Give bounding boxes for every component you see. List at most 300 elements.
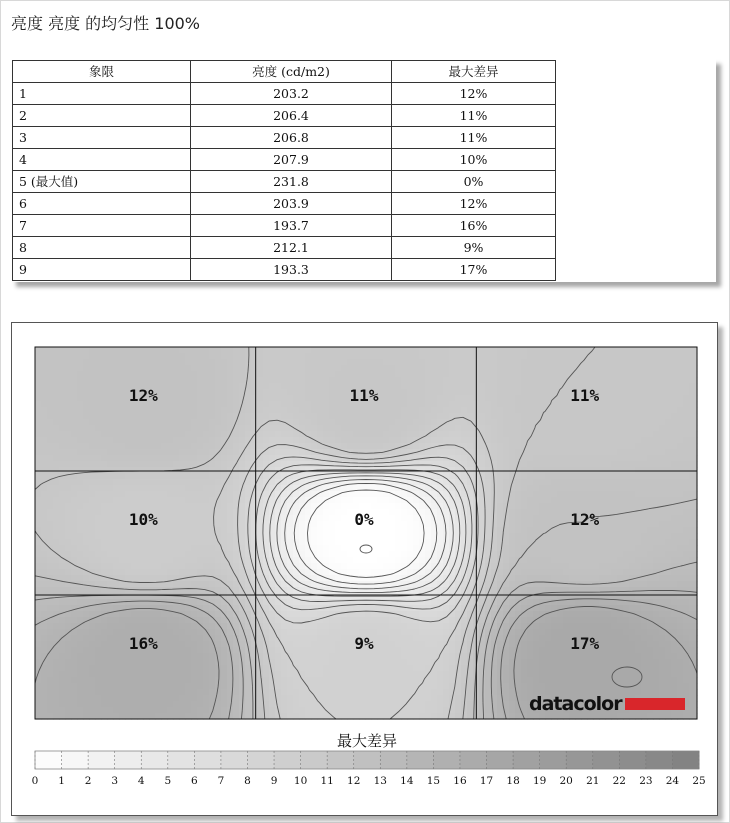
shade-pixel	[161, 401, 168, 408]
shade-pixel	[323, 527, 330, 534]
shade-pixel	[677, 353, 684, 360]
shade-pixel	[527, 575, 534, 582]
shade-pixel	[233, 599, 240, 606]
shade-pixel	[491, 395, 498, 402]
shade-pixel	[341, 437, 348, 444]
shade-pixel	[329, 467, 336, 474]
shade-pixel	[485, 479, 492, 486]
shade-pixel	[287, 359, 294, 366]
shade-pixel	[461, 593, 468, 600]
shade-pixel	[191, 437, 198, 444]
shade-pixel	[173, 509, 180, 516]
shade-pixel	[647, 455, 654, 462]
shade-pixel	[239, 437, 246, 444]
shade-pixel	[221, 389, 228, 396]
shade-pixel	[479, 365, 486, 372]
shade-pixel	[497, 503, 504, 510]
shade-pixel	[665, 479, 672, 486]
shade-pixel	[41, 455, 48, 462]
shade-pixel	[53, 503, 60, 510]
shade-pixel	[317, 515, 324, 522]
shade-pixel	[173, 371, 180, 378]
shade-pixel	[689, 401, 696, 408]
shade-pixel	[461, 383, 468, 390]
shade-pixel	[59, 599, 66, 606]
shade-pixel	[137, 371, 144, 378]
shade-pixel	[641, 455, 648, 462]
shade-pixel	[209, 365, 216, 372]
shade-pixel	[83, 599, 90, 606]
shade-pixel	[635, 383, 642, 390]
shade-pixel	[329, 425, 336, 432]
shade-pixel	[287, 521, 294, 528]
shade-pixel	[527, 359, 534, 366]
shade-pixel	[41, 371, 48, 378]
shade-pixel	[209, 515, 216, 522]
shade-pixel	[143, 569, 150, 576]
shade-pixel	[389, 575, 396, 582]
shade-pixel	[239, 365, 246, 372]
shade-pixel	[347, 539, 354, 546]
shade-pixel	[491, 353, 498, 360]
shade-pixel	[341, 359, 348, 366]
shade-pixel	[131, 557, 138, 564]
shade-pixel	[629, 473, 636, 480]
shade-pixel	[335, 467, 342, 474]
shade-pixel	[677, 455, 684, 462]
shade-pixel	[257, 557, 264, 564]
shade-pixel	[113, 407, 120, 414]
shade-pixel	[479, 449, 486, 456]
shade-pixel	[251, 365, 258, 372]
shade-pixel	[629, 425, 636, 432]
shade-pixel	[653, 461, 660, 468]
shade-pixel	[659, 593, 666, 600]
shade-pixel	[677, 551, 684, 558]
shade-pixel	[305, 407, 312, 414]
shade-pixel	[677, 377, 684, 384]
shade-pixel	[383, 485, 390, 492]
shade-pixel	[623, 569, 630, 576]
shade-pixel	[611, 371, 618, 378]
shade-pixel	[581, 599, 588, 606]
shade-pixel	[173, 587, 180, 594]
shade-pixel	[503, 539, 510, 546]
shade-pixel	[341, 371, 348, 378]
shade-pixel	[77, 557, 84, 564]
shade-pixel	[449, 419, 456, 426]
shade-pixel	[647, 401, 654, 408]
shade-pixel	[353, 563, 360, 570]
shade-pixel	[95, 491, 102, 498]
shade-pixel	[305, 503, 312, 510]
shade-pixel	[137, 479, 144, 486]
shade-pixel	[605, 449, 612, 456]
shade-pixel	[593, 557, 600, 564]
shade-pixel	[329, 353, 336, 360]
shade-pixel	[401, 407, 408, 414]
shade-pixel	[59, 539, 66, 546]
shade-pixel	[611, 377, 618, 384]
shade-pixel	[617, 473, 624, 480]
shade-pixel	[167, 371, 174, 378]
shade-pixel	[593, 365, 600, 372]
shade-pixel	[455, 455, 462, 462]
shade-pixel	[161, 359, 168, 366]
shade-pixel	[173, 605, 180, 612]
shade-pixel	[413, 359, 420, 366]
shade-pixel	[131, 473, 138, 480]
shade-pixel	[347, 419, 354, 426]
shade-pixel	[515, 569, 522, 576]
shade-pixel	[71, 431, 78, 438]
shade-pixel	[341, 605, 348, 612]
shade-pixel	[575, 485, 582, 492]
shade-pixel	[425, 371, 432, 378]
shade-pixel	[41, 605, 48, 612]
shade-pixel	[539, 521, 546, 528]
shade-pixel	[41, 461, 48, 468]
shade-pixel	[77, 497, 84, 504]
shade-pixel	[605, 443, 612, 450]
shade-pixel	[443, 401, 450, 408]
shade-pixel	[95, 443, 102, 450]
shade-pixel	[173, 473, 180, 480]
shade-pixel	[443, 389, 450, 396]
shade-pixel	[635, 491, 642, 498]
shade-pixel	[53, 347, 60, 354]
shade-pixel	[557, 569, 564, 576]
shade-pixel	[587, 431, 594, 438]
shade-pixel	[671, 599, 678, 606]
shade-pixel	[287, 455, 294, 462]
shade-pixel	[689, 527, 696, 534]
shade-pixel	[59, 533, 66, 540]
shade-pixel	[305, 461, 312, 468]
shade-pixel	[617, 431, 624, 438]
shade-pixel	[539, 473, 546, 480]
shade-pixel	[527, 491, 534, 498]
shade-pixel	[665, 407, 672, 414]
shade-pixel	[329, 407, 336, 414]
shade-pixel	[95, 593, 102, 600]
shade-pixel	[83, 371, 90, 378]
shade-pixel	[395, 347, 402, 354]
shade-pixel	[557, 449, 564, 456]
shade-pixel	[101, 509, 108, 516]
cell-quadrant: 6	[13, 193, 191, 215]
shade-pixel	[173, 383, 180, 390]
table-row	[13, 149, 556, 171]
shade-pixel	[575, 503, 582, 510]
shade-pixel	[59, 587, 66, 594]
shade-pixel	[239, 527, 246, 534]
shade-pixel	[527, 587, 534, 594]
shade-pixel	[107, 371, 114, 378]
shade-pixel	[47, 569, 54, 576]
shade-pixel	[77, 383, 84, 390]
shade-pixel	[95, 521, 102, 528]
shade-pixel	[275, 377, 282, 384]
shade-pixel	[557, 593, 564, 600]
shade-pixel	[671, 365, 678, 372]
shade-pixel	[35, 455, 42, 462]
shade-pixel	[185, 401, 192, 408]
shade-pixel	[443, 539, 450, 546]
shade-pixel	[527, 521, 534, 528]
shade-pixel	[293, 347, 300, 354]
shade-pixel	[449, 437, 456, 444]
shade-pixel	[263, 377, 270, 384]
shade-pixel	[53, 443, 60, 450]
shade-pixel	[545, 515, 552, 522]
shade-pixel	[629, 443, 636, 450]
shade-pixel	[551, 557, 558, 564]
shade-pixel	[359, 455, 366, 462]
shade-pixel	[533, 509, 540, 516]
shade-pixel	[593, 533, 600, 540]
shade-pixel	[623, 353, 630, 360]
shade-pixel	[71, 455, 78, 462]
shade-pixel	[161, 389, 168, 396]
shade-pixel	[161, 461, 168, 468]
shade-pixel	[59, 509, 66, 516]
shade-pixel	[149, 611, 156, 618]
shade-pixel	[647, 389, 654, 396]
shade-pixel	[329, 359, 336, 366]
shade-pixel	[83, 563, 90, 570]
shade-pixel	[545, 383, 552, 390]
shade-pixel	[209, 605, 216, 612]
shade-pixel	[167, 455, 174, 462]
shade-pixel	[149, 365, 156, 372]
shade-pixel	[41, 425, 48, 432]
shade-pixel	[293, 383, 300, 390]
shade-pixel	[635, 581, 642, 588]
shade-pixel	[227, 401, 234, 408]
shade-pixel	[515, 605, 522, 612]
shade-pixel	[623, 587, 630, 594]
shade-pixel	[191, 581, 198, 588]
shade-pixel	[689, 377, 696, 384]
shade-pixel	[101, 593, 108, 600]
shade-pixel	[515, 539, 522, 546]
shade-pixel	[65, 461, 72, 468]
shade-pixel	[71, 449, 78, 456]
shade-pixel	[401, 377, 408, 384]
shade-pixel	[557, 539, 564, 546]
shade-pixel	[371, 371, 378, 378]
shade-pixel	[677, 461, 684, 468]
shade-pixel	[95, 389, 102, 396]
shade-pixel	[467, 431, 474, 438]
shade-pixel	[617, 515, 624, 522]
shade-pixel	[587, 563, 594, 570]
shade-pixel	[653, 581, 660, 588]
shade-pixel	[401, 539, 408, 546]
shade-pixel	[419, 347, 426, 354]
shade-pixel	[635, 449, 642, 456]
shade-pixel	[569, 431, 576, 438]
shade-pixel	[551, 443, 558, 450]
shade-pixel	[113, 515, 120, 522]
shade-pixel	[179, 359, 186, 366]
shade-pixel	[533, 491, 540, 498]
shade-pixel	[275, 395, 282, 402]
shade-pixel	[101, 371, 108, 378]
shade-pixel	[371, 437, 378, 444]
shade-pixel	[215, 467, 222, 474]
shade-pixel	[653, 605, 660, 612]
shade-pixel	[131, 575, 138, 582]
shade-pixel	[149, 431, 156, 438]
shade-pixel	[161, 515, 168, 522]
shade-pixel	[347, 581, 354, 588]
shade-pixel	[107, 395, 114, 402]
shade-pixel	[671, 371, 678, 378]
shade-pixel	[377, 545, 384, 552]
shade-pixel	[623, 545, 630, 552]
shade-pixel	[155, 503, 162, 510]
shade-pixel	[329, 371, 336, 378]
shade-pixel	[665, 389, 672, 396]
shade-pixel	[209, 347, 216, 354]
shade-pixel	[497, 491, 504, 498]
shade-pixel	[419, 389, 426, 396]
shade-pixel	[323, 407, 330, 414]
shade-pixel	[227, 407, 234, 414]
shade-pixel	[641, 605, 648, 612]
shade-pixel	[131, 431, 138, 438]
shade-pixel	[659, 353, 666, 360]
shade-pixel	[41, 413, 48, 420]
shade-pixel	[173, 353, 180, 360]
shade-pixel	[317, 551, 324, 558]
shade-pixel	[89, 509, 96, 516]
shade-pixel	[569, 353, 576, 360]
shade-pixel	[227, 347, 234, 354]
shade-pixel	[251, 599, 258, 606]
shade-pixel	[203, 365, 210, 372]
shade-pixel	[371, 359, 378, 366]
shade-pixel	[149, 539, 156, 546]
shade-pixel	[191, 365, 198, 372]
shade-pixel	[389, 599, 396, 606]
shade-pixel	[551, 509, 558, 516]
shade-pixel	[191, 419, 198, 426]
shade-pixel	[35, 443, 42, 450]
cell-quadrant: 3	[13, 127, 191, 149]
shade-pixel	[485, 419, 492, 426]
shade-pixel	[293, 353, 300, 360]
shade-pixel	[131, 497, 138, 504]
cell-max-diff: 12%	[392, 83, 556, 105]
shade-pixel	[455, 383, 462, 390]
shade-pixel	[449, 503, 456, 510]
shade-pixel	[89, 533, 96, 540]
shade-pixel	[377, 425, 384, 432]
shade-pixel	[65, 449, 72, 456]
shade-pixel	[353, 545, 360, 552]
shade-pixel	[563, 455, 570, 462]
shade-pixel	[137, 377, 144, 384]
shade-pixel	[683, 587, 690, 594]
shade-pixel	[623, 521, 630, 528]
shade-pixel	[623, 485, 630, 492]
shade-pixel	[599, 503, 606, 510]
shade-pixel	[311, 527, 318, 534]
shade-pixel	[71, 383, 78, 390]
shade-pixel	[599, 449, 606, 456]
shade-pixel	[449, 599, 456, 606]
shade-pixel	[335, 599, 342, 606]
shade-pixel	[455, 353, 462, 360]
shade-pixel	[629, 599, 636, 606]
shade-pixel	[65, 479, 72, 486]
shade-pixel	[167, 545, 174, 552]
shade-pixel	[587, 479, 594, 486]
shade-pixel	[641, 389, 648, 396]
shade-pixel	[203, 521, 210, 528]
shade-pixel	[215, 371, 222, 378]
shade-pixel	[509, 395, 516, 402]
shade-pixel	[203, 497, 210, 504]
shade-pixel	[233, 479, 240, 486]
shade-pixel	[539, 551, 546, 558]
shade-pixel	[377, 509, 384, 516]
shade-pixel	[149, 437, 156, 444]
shade-pixel	[629, 413, 636, 420]
shade-pixel	[65, 515, 72, 522]
shade-pixel	[557, 461, 564, 468]
shade-pixel	[125, 413, 132, 420]
shade-pixel	[293, 455, 300, 462]
shade-pixel	[65, 359, 72, 366]
shade-pixel	[173, 533, 180, 540]
shade-pixel	[593, 425, 600, 432]
shade-pixel	[581, 503, 588, 510]
shade-pixel	[491, 419, 498, 426]
shade-pixel	[335, 527, 342, 534]
shade-pixel	[491, 443, 498, 450]
shade-pixel	[35, 605, 42, 612]
shade-pixel	[611, 461, 618, 468]
shade-pixel	[587, 533, 594, 540]
shade-pixel	[155, 353, 162, 360]
shade-pixel	[479, 425, 486, 432]
shade-pixel	[41, 401, 48, 408]
shade-pixel	[179, 371, 186, 378]
shade-pixel	[323, 557, 330, 564]
shade-pixel	[605, 557, 612, 564]
shade-pixel	[437, 449, 444, 456]
shade-pixel	[623, 431, 630, 438]
shade-pixel	[425, 611, 432, 618]
shade-pixel	[173, 497, 180, 504]
shade-pixel	[587, 371, 594, 378]
shade-pixel	[575, 425, 582, 432]
shade-pixel	[41, 383, 48, 390]
shade-pixel	[407, 533, 414, 540]
shade-pixel	[497, 371, 504, 378]
shade-pixel	[647, 353, 654, 360]
shade-pixel	[455, 377, 462, 384]
shade-pixel	[689, 425, 696, 432]
shade-pixel	[179, 377, 186, 384]
shade-pixel	[683, 569, 690, 576]
shade-pixel	[395, 353, 402, 360]
shade-pixel	[257, 353, 264, 360]
